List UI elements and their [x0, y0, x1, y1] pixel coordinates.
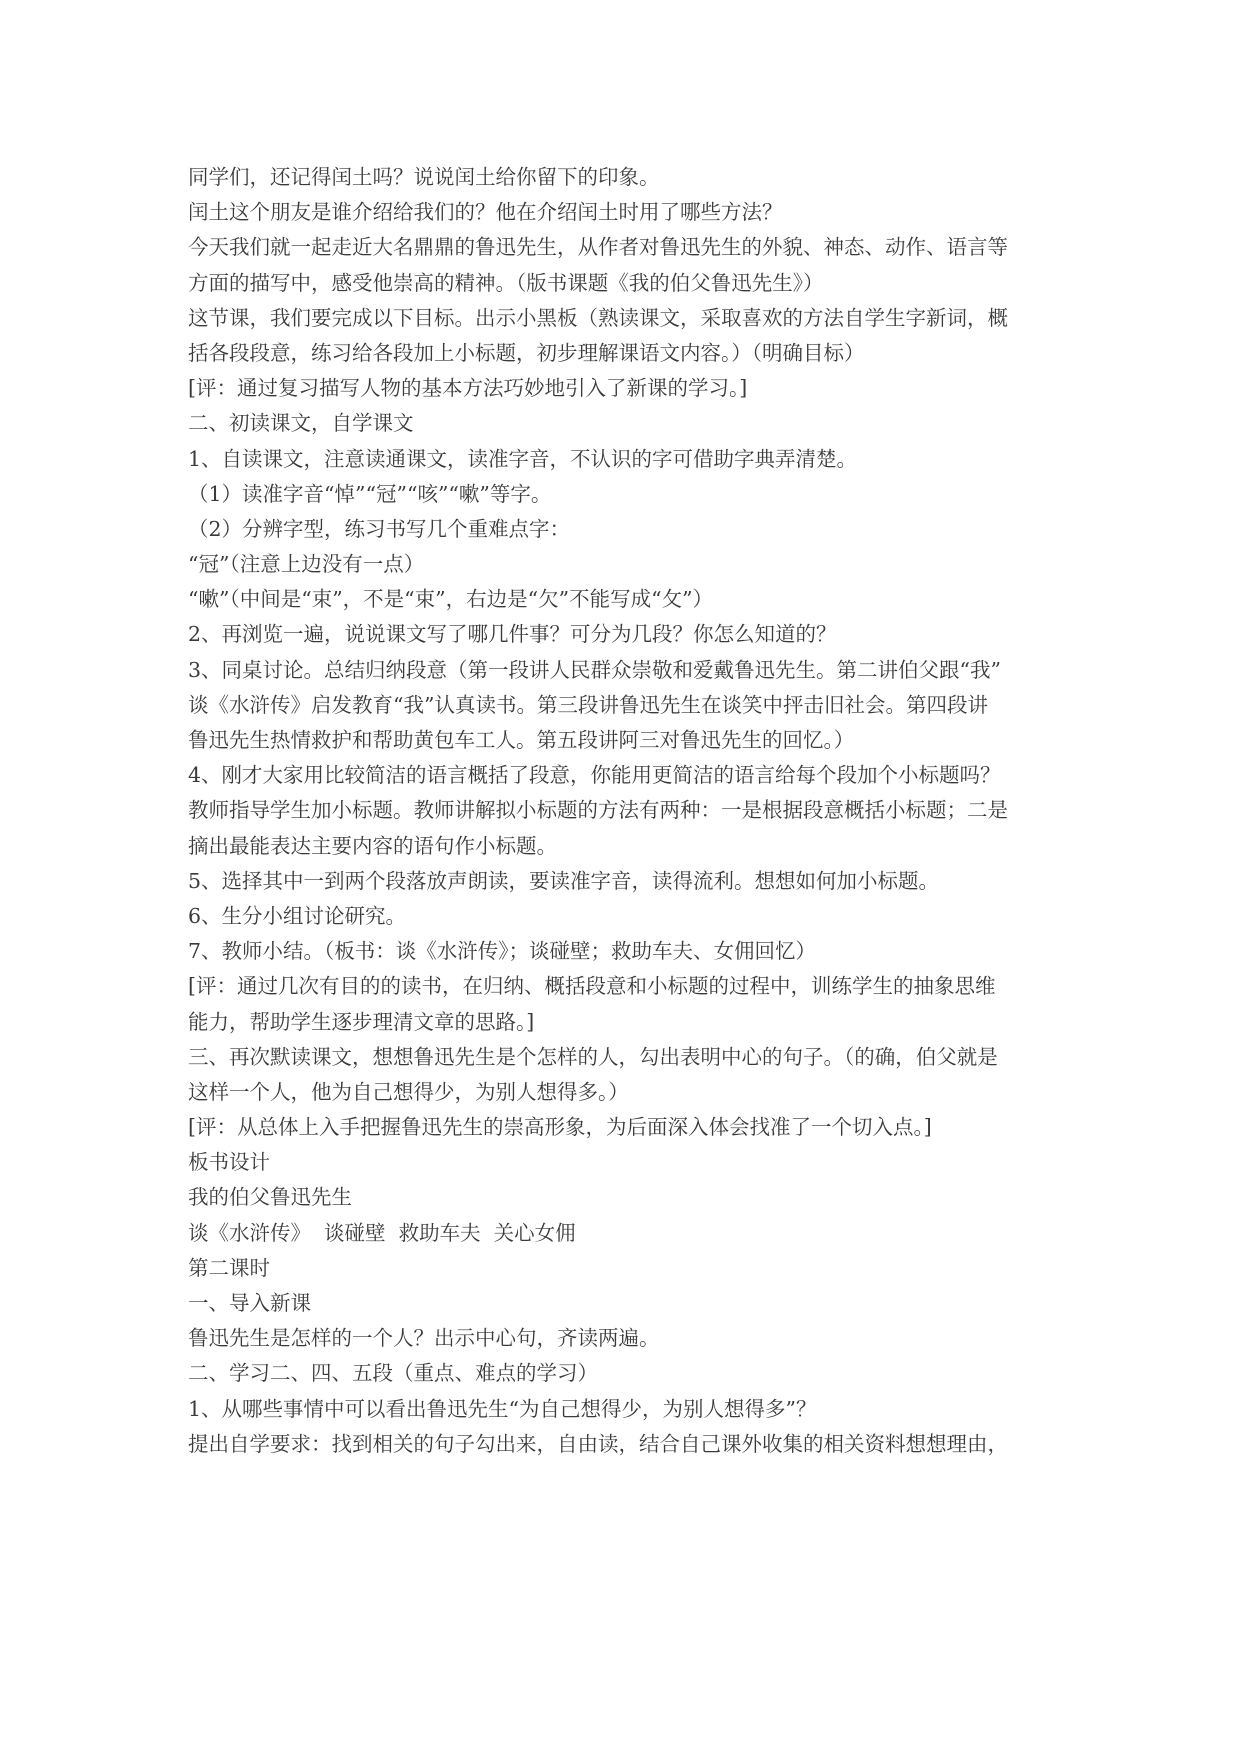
board-items: 谈《水浒传》 谈碰壁 救助车夫 关心女佣 [188, 1220, 576, 1245]
section-heading: 一、导入新课 [188, 1291, 311, 1315]
paragraph-line: 括各段段意，练习给各段加上小标题，初步理解课语文内容。）（明确目标） [188, 340, 865, 365]
paragraph-line: 1、自读课文，注意读通课文，读准字音，不认识的字可借助字典弄清楚。 [188, 446, 858, 471]
paragraph-line: 2、再浏览一遍，说说课文写了哪几件事？可分为几段？你怎么知道的？ [188, 622, 837, 647]
paragraph-line: 6、生分小组讨论研究。 [188, 903, 407, 928]
paragraph-line: 鲁迅先生热情救护和帮助黄包车工人。第五段讲阿三对鲁迅先生的回忆。） [188, 728, 855, 752]
paragraph-line: 7、教师小结。（板书：谈《水浒传》；谈碰壁；救助车夫、女佣回忆） [188, 939, 817, 964]
comment-line: [评：从总体上入手把握鲁迅先生的崇高形象，为后面深入体会找准了一个切入点。] [188, 1115, 932, 1140]
paragraph-line: 教师指导学生加小标题。教师讲解拟小标题的方法有两种：一是根据段意概括小标题；二是 [188, 798, 1008, 823]
paragraph-line: 3、同桌讨论。总结归纳段意（第一段讲人民群众崇敬和爱戴鲁迅先生。第二讲伯父跟“我” [188, 657, 1002, 682]
paragraph-line: 闰土这个朋友是谁介绍给我们的？他在介绍闰土时用了哪些方法？ [188, 200, 783, 225]
paragraph-line: 谈《水浒传》启发教育“我”认真读书。第三段讲鲁迅先生在谈笑中抨击旧社会。第四段讲 [188, 692, 988, 717]
paragraph-line: 今天我们就一起走近大名鼎鼎的鲁迅先生，从作者对鲁迅先生的外貌、神态、动作、语言等 [188, 235, 1008, 260]
paragraph-line: 这样一个人，他为自己想得少，为别人想得多。） [188, 1079, 629, 1104]
paragraph-line: 4、刚才大家用比较简洁的语言概括了段意，你能用更简洁的语言给每个段加个小标题吗？ [188, 763, 1001, 788]
paragraph-line: 5、选择其中一到两个段落放声朗读，要读准字音，读得流利。想想如何加小标题。 [188, 868, 940, 893]
lesson-heading: 第二课时 [188, 1255, 270, 1280]
comment-line: 能力，帮助学生逐步理清文章的思路。] [188, 1009, 535, 1034]
paragraph-line: （1）读准字音“悼”“冠”“咳”“嗽”等字。 [188, 481, 552, 506]
section-heading: 二、初读课文，自学课文 [188, 411, 414, 436]
paragraph-line: 鲁迅先生是怎样的一个人？出示中心句，齐读两遍。 [188, 1326, 660, 1351]
paragraph-line: “嗽”（中间是“束”，不是“束”，右边是“欠”不能写成“攵”） [188, 587, 714, 612]
section-heading: 三、再次默读课文，想想鲁迅先生是个怎样的人，勾出表明中心的句子。（的确，伯父就是 [188, 1044, 998, 1069]
paragraph-line: （2）分辨字型，练习书写几个重难点字： [188, 516, 571, 541]
paragraph-line: 提出自学要求：找到相关的句子勾出来，自由读，结合自己课外收集的相关资料想想理由， [188, 1431, 1008, 1456]
document-body [188, 160, 1068, 1462]
paragraph-line: 摘出最能表达主要内容的语句作小标题。 [188, 833, 557, 858]
comment-line: [评：通过复习描写人物的基本方法巧妙地引入了新课的学习。] [188, 376, 748, 401]
comment-line: [评：通过几次有目的的读书，在归纳、概括段意和小标题的过程中，训练学生的抽象思维 [188, 974, 996, 999]
paragraph-line: 方面的描写中，感受他崇高的精神。（版书课题《我的伯父鲁迅先生》） [188, 270, 824, 295]
board-title: 我的伯父鲁迅先生 [188, 1185, 352, 1210]
paragraph-line: 1、从哪些事情中可以看出鲁迅先生“为自己想得少，为别人想得多”？ [188, 1396, 817, 1421]
section-heading: 二、学习二、四、五段（重点、难点的学习） [188, 1361, 598, 1386]
paragraph-line: 这节课，我们要完成以下目标。出示小黑板（熟读课文，采取喜欢的方法自学生字新词，概 [188, 305, 1008, 330]
board-design-heading: 板书设计 [188, 1150, 270, 1175]
paragraph-line: 同学们，还记得闰土吗？说说闰土给你留下的印象。 [188, 165, 660, 189]
paragraph-line: “冠”（注意上边没有一点） [188, 552, 425, 577]
